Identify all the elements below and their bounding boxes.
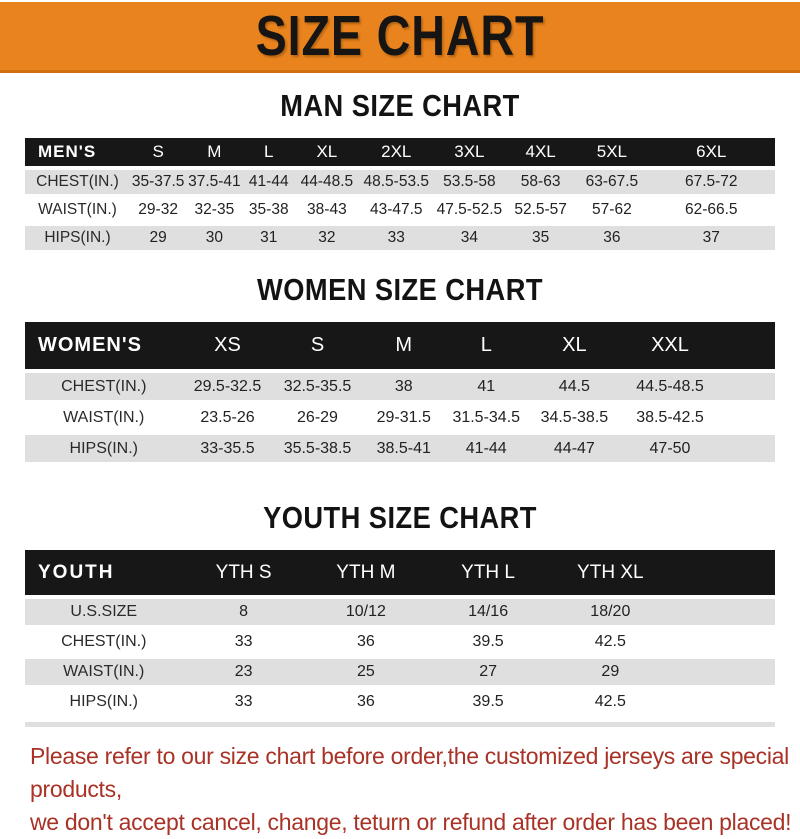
column-header: XL [295, 138, 359, 168]
column-header: 3XL [434, 138, 505, 168]
row-label: WAIST(IN.) [25, 657, 183, 687]
column-header: 2XL [359, 138, 434, 168]
spacer-cell [671, 687, 775, 717]
size-cell: 32.5-35.5 [273, 371, 363, 402]
size-cell: 10/12 [305, 597, 427, 627]
size-cell: 27 [427, 657, 549, 687]
table-bottom-strip [25, 722, 775, 727]
column-header: M [363, 322, 446, 371]
size-cell: 36 [305, 627, 427, 657]
size-cell: 35-37.5 [130, 168, 186, 196]
column-header: YTH L [427, 550, 549, 597]
banner-title: SIZE CHART [255, 4, 545, 68]
size-cell: 35 [505, 224, 576, 252]
size-cell: 52.5-57 [505, 196, 576, 224]
footer-note-line2: we don't accept cancel, change, teturn or refund after order has been placed! [30, 809, 792, 835]
section-heading: WOMEN SIZE CHART [257, 272, 543, 307]
column-header: XXL [621, 322, 719, 371]
size-table [25, 322, 775, 466]
size-cell: 41-44 [243, 168, 296, 196]
size-cell: 42.5 [549, 687, 671, 717]
size-cell: 44-47 [528, 433, 622, 464]
size-cell: 35.5-38.5 [273, 433, 363, 464]
spacer-cell [671, 597, 775, 627]
column-header: L [445, 322, 528, 371]
row-label: HIPS(IN.) [25, 433, 183, 464]
size-cell: 38.5-42.5 [621, 402, 719, 433]
size-cell: 30 [186, 224, 242, 252]
row-label: WAIST(IN.) [25, 196, 130, 224]
spacer-cell [719, 371, 775, 402]
table-header-row [25, 138, 775, 168]
size-cell: 44.5-48.5 [621, 371, 719, 402]
size-cell: 31.5-34.5 [445, 402, 528, 433]
spacer-cell [719, 322, 775, 371]
size-cell: 38.5-41 [363, 433, 446, 464]
size-cell: 38-43 [295, 196, 359, 224]
size-cell: 44.5 [528, 371, 622, 402]
size-cell: 25 [305, 657, 427, 687]
size-cell: 29-32 [130, 196, 186, 224]
size-cell: 32-35 [186, 196, 242, 224]
size-cell: 47-50 [621, 433, 719, 464]
size-cell: 41 [445, 371, 528, 402]
size-cell: 67.5-72 [648, 168, 776, 196]
size-cell: 26-29 [273, 402, 363, 433]
size-cell: 58-63 [505, 168, 576, 196]
size-cell: 57-62 [576, 196, 647, 224]
size-cell: 53.5-58 [434, 168, 505, 196]
size-cell: 43-47.5 [359, 196, 434, 224]
size-cell: 33 [359, 224, 434, 252]
table-row [25, 371, 775, 402]
spacer-cell [671, 550, 775, 597]
size-cell: 14/16 [427, 597, 549, 627]
size-table [25, 138, 775, 254]
table-row [25, 657, 775, 687]
column-header: XS [183, 322, 273, 371]
size-cell: 39.5 [427, 687, 549, 717]
spacer-cell [719, 433, 775, 464]
size-cell: 29 [130, 224, 186, 252]
size-cell: 29-31.5 [363, 402, 446, 433]
size-cell: 34.5-38.5 [528, 402, 622, 433]
size-cell: 18/20 [549, 597, 671, 627]
size-cell: 35-38 [243, 196, 296, 224]
column-header: 6XL [648, 138, 776, 168]
size-cell: 34 [434, 224, 505, 252]
table-header-row [25, 322, 775, 371]
column-header: S [273, 322, 363, 371]
table-row [25, 433, 775, 464]
column-header: 4XL [505, 138, 576, 168]
column-header: L [243, 138, 296, 168]
size-cell: 42.5 [549, 627, 671, 657]
row-label: HIPS(IN.) [25, 224, 130, 252]
section-heading: MAN SIZE CHART [280, 88, 520, 123]
size-cell: 39.5 [427, 627, 549, 657]
size-cell: 8 [183, 597, 305, 627]
table-header-label: YOUTH [25, 550, 183, 597]
size-cell: 36 [576, 224, 647, 252]
row-label: U.S.SIZE [25, 597, 183, 627]
size-cell: 48.5-53.5 [359, 168, 434, 196]
table-header-label: MEN'S [25, 138, 130, 168]
size-chart-banner [0, 0, 800, 73]
table-row [25, 627, 775, 657]
table-row [25, 196, 775, 224]
column-header: YTH S [183, 550, 305, 597]
row-label: WAIST(IN.) [25, 402, 183, 433]
column-header: S [130, 138, 186, 168]
spacer-cell [719, 402, 775, 433]
column-header: XL [528, 322, 622, 371]
row-label: CHEST(IN.) [25, 168, 130, 196]
spacer-cell [671, 627, 775, 657]
size-cell: 62-66.5 [648, 196, 776, 224]
size-cell: 37 [648, 224, 776, 252]
size-cell: 41-44 [445, 433, 528, 464]
column-header: 5XL [576, 138, 647, 168]
size-cell: 31 [243, 224, 296, 252]
size-cell: 33 [183, 687, 305, 717]
size-cell: 29 [549, 657, 671, 687]
size-cell: 63-67.5 [576, 168, 647, 196]
column-header: YTH M [305, 550, 427, 597]
table-header-label: WOMEN'S [25, 322, 183, 371]
footer-note-line1: Please refer to our size chart before order,the customized jerseys are special products, [30, 743, 789, 802]
table-row [25, 168, 775, 196]
size-table [25, 550, 775, 719]
column-header: YTH XL [549, 550, 671, 597]
table-row [25, 597, 775, 627]
size-cell: 23.5-26 [183, 402, 273, 433]
column-header: M [186, 138, 242, 168]
table-row [25, 402, 775, 433]
row-label: CHEST(IN.) [25, 371, 183, 402]
footer-note [30, 740, 800, 839]
size-cell: 32 [295, 224, 359, 252]
size-cell: 36 [305, 687, 427, 717]
section-heading: YOUTH SIZE CHART [263, 500, 537, 535]
size-cell: 23 [183, 657, 305, 687]
size-chart-sections [0, 88, 800, 727]
size-cell: 29.5-32.5 [183, 371, 273, 402]
spacer-cell [671, 657, 775, 687]
table-row [25, 224, 775, 252]
size-cell: 47.5-52.5 [434, 196, 505, 224]
table-row [25, 687, 775, 717]
row-label: CHEST(IN.) [25, 627, 183, 657]
size-cell: 33-35.5 [183, 433, 273, 464]
table-header-row [25, 550, 775, 597]
size-cell: 38 [363, 371, 446, 402]
size-cell: 37.5-41 [186, 168, 242, 196]
size-cell: 44-48.5 [295, 168, 359, 196]
row-label: HIPS(IN.) [25, 687, 183, 717]
size-cell: 33 [183, 627, 305, 657]
